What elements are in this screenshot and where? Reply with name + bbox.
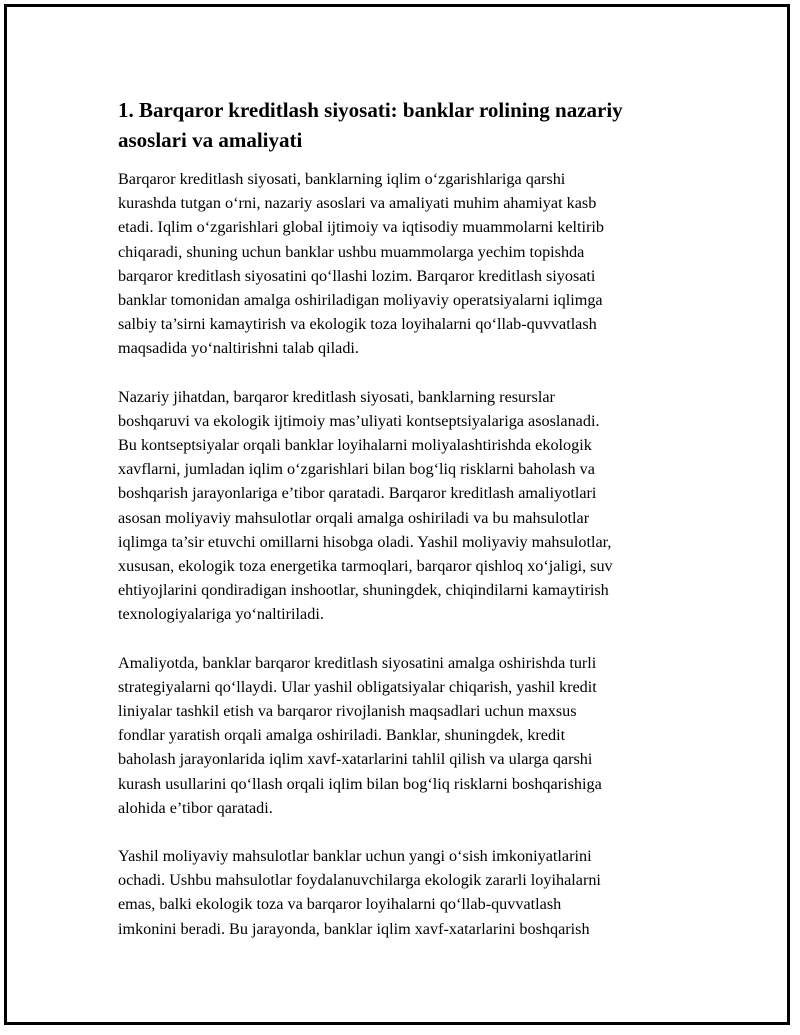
paragraph-3 — [118, 651, 688, 820]
text-line: salbiy ta’sirni kamaytirish va ekologik toza loyihalarni qo‘llab-quvvatlash — [118, 315, 597, 334]
text-line: boshqaruvi va ekologik ijtimoiy mas’uliyati kontseptsiyalariga asoslanadi. — [118, 411, 600, 430]
text-line: strategiyalarni qo‘llaydi. Ular yashil obligatsiyalar chiqarish, yashil kredit — [118, 677, 597, 696]
text-line: xususan, ekologik toza energetika tarmoqlari, barqaror qishloq xo‘jaligi, suv — [118, 557, 613, 576]
heading-line: 1. Barqaror kreditlash siyosati: banklar rolining nazariy — [118, 98, 623, 122]
text-line: chiqaradi, shuning uchun banklar ushbu muammolarga yechim topishda — [118, 242, 585, 261]
text-line: liniyalar tashkil etish va barqaror rivojlanish maqsadlari uchun maxsus — [118, 702, 577, 721]
text-line: asosan moliyaviy mahsulotlar orqali amalga oshiriladi va bu mahsulotlar — [118, 508, 590, 527]
paragraph-4 — [118, 844, 688, 941]
text-line: Amaliyotda, banklar barqaror kreditlash siyosatini amalga oshirishda turli — [118, 653, 597, 672]
text-line: ehtiyojlarini qondiradigan inshootlar, shuningdek, chiqindilarni kamaytirish — [118, 581, 609, 600]
text-line: Yashil moliyaviy mahsulotlar banklar uchun yangi o‘sish imkoniyatlarini — [118, 847, 592, 866]
text-line: emas, balki ekologik toza va barqaror loyihalarni qo‘llab-quvvatlash — [118, 895, 562, 914]
text-line: xavflarni, jumladan iqlim o‘zgarishlari bilan bog‘liq risklarni baholash va — [118, 460, 595, 479]
text-line: texnologiyalariga yo‘naltiriladi. — [118, 605, 324, 624]
text-line: alohida e’tibor qaratadi. — [118, 798, 273, 817]
text-line: baholash jarayonlarida iqlim xavf-xatarlarini tahlil qilish va ularga qarshi — [118, 750, 593, 769]
text-line: barqaror kreditlash siyosatini qo‘llashi lozim. Barqaror kreditlash siyosati — [118, 266, 596, 285]
text-line: kurash usullarini qo‘llash orqali iqlim bilan bog‘liq risklarni boshqarishiga — [118, 774, 602, 793]
text-line: maqsadida yo‘naltirishni talab qiladi. — [118, 339, 359, 358]
text-line: etadi. Iqlim o‘zgarishlari global ijtimoiy va iqtisodiy muammolarni keltirib — [118, 218, 604, 237]
text-line: banklar tomonidan amalga oshiriladigan moliyaviy operatsiyalarni iqlimga — [118, 291, 603, 310]
text-line: Nazariy jihatdan, barqaror kreditlash siyosati, banklarning resurslar — [118, 387, 555, 406]
text-line: fondlar yaratish orqali amalga oshiriladi. Banklar, shuningdek, kredit — [118, 726, 566, 745]
paragraph-2 — [118, 385, 688, 627]
text-line: Barqaror kreditlash siyosati, banklarning iqlim o‘zgarishlariga qarshi — [118, 170, 566, 188]
text-line: boshqarish jarayonlariga e’tibor qaratadi. Barqaror kreditlash amaliyotlari — [118, 484, 597, 503]
document-body — [118, 95, 688, 965]
paragraph-1 — [118, 167, 688, 361]
text-line: kurashda tutgan o‘rni, nazariy asoslari va amaliyati muhim ahamiyat kasb — [118, 194, 597, 213]
text-line: ochadi. Ushbu mahsulotlar foydalanuvchilarga ekologik zararli loyihalarni — [118, 871, 601, 890]
text-line: Bu kontseptsiyalar orqali banklar loyihalarni moliyalashtirishda ekologik — [118, 436, 592, 455]
text-line: imkonini beradi. Bu jarayonda, banklar iqlim xavf-xatarlarini boshqarish — [118, 919, 590, 938]
section-heading — [118, 95, 688, 155]
heading-line: asoslari va amaliyati — [118, 128, 303, 152]
text-line: iqlimga ta’sir etuvchi omillarni hisobga oladi. Yashil moliyaviy mahsulotlar, — [118, 532, 612, 551]
